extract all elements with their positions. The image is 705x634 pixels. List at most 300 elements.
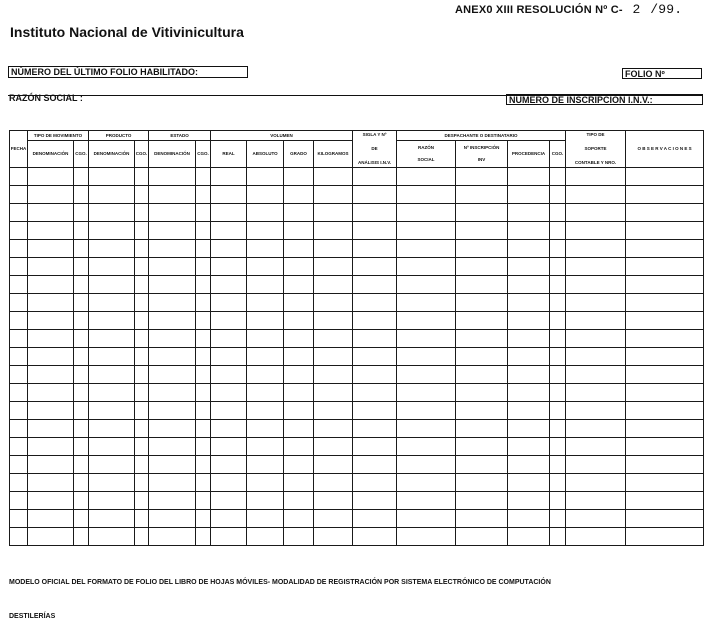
table-cell[interactable]	[284, 168, 314, 186]
table-cell[interactable]	[211, 366, 247, 384]
table-cell[interactable]	[89, 402, 135, 420]
table-cell[interactable]	[566, 330, 626, 348]
table-cell[interactable]	[508, 240, 550, 258]
table-cell[interactable]	[508, 222, 550, 240]
table-cell[interactable]	[550, 186, 566, 204]
table-cell[interactable]	[314, 348, 353, 366]
table-cell[interactable]	[508, 294, 550, 312]
table-cell[interactable]	[89, 330, 135, 348]
table-cell[interactable]	[353, 222, 397, 240]
table-cell[interactable]	[149, 510, 196, 528]
table-cell[interactable]	[135, 456, 149, 474]
table-cell[interactable]	[10, 528, 28, 546]
table-cell[interactable]	[10, 258, 28, 276]
table-cell[interactable]	[74, 168, 89, 186]
table-cell[interactable]	[28, 492, 74, 510]
table-cell[interactable]	[10, 438, 28, 456]
table-cell[interactable]	[397, 204, 456, 222]
table-cell[interactable]	[508, 474, 550, 492]
table-cell[interactable]	[10, 312, 28, 330]
table-cell[interactable]	[284, 348, 314, 366]
table-cell[interactable]	[353, 402, 397, 420]
table-cell[interactable]	[149, 366, 196, 384]
table-cell[interactable]	[626, 258, 704, 276]
table-cell[interactable]	[550, 402, 566, 420]
table-cell[interactable]	[550, 528, 566, 546]
table-cell[interactable]	[626, 312, 704, 330]
table-cell[interactable]	[196, 510, 211, 528]
table-cell[interactable]	[196, 402, 211, 420]
table-cell[interactable]	[196, 258, 211, 276]
table-cell[interactable]	[196, 294, 211, 312]
inscripcion-inv-field[interactable]	[506, 94, 703, 105]
table-cell[interactable]	[353, 492, 397, 510]
table-cell[interactable]	[10, 366, 28, 384]
table-cell[interactable]	[247, 438, 284, 456]
table-cell[interactable]	[550, 258, 566, 276]
table-cell[interactable]	[626, 384, 704, 402]
table-cell[interactable]	[397, 492, 456, 510]
table-cell[interactable]	[28, 528, 74, 546]
table-cell[interactable]	[353, 168, 397, 186]
table-cell[interactable]	[28, 348, 74, 366]
table-cell[interactable]	[247, 528, 284, 546]
table-cell[interactable]	[550, 312, 566, 330]
table-cell[interactable]	[74, 222, 89, 240]
table-cell[interactable]	[196, 312, 211, 330]
table-cell[interactable]	[284, 492, 314, 510]
table-cell[interactable]	[211, 510, 247, 528]
table-cell[interactable]	[550, 348, 566, 366]
table-cell[interactable]	[508, 492, 550, 510]
table-cell[interactable]	[28, 456, 74, 474]
table-cell[interactable]	[397, 384, 456, 402]
table-cell[interactable]	[508, 456, 550, 474]
table-cell[interactable]	[74, 276, 89, 294]
table-cell[interactable]	[135, 258, 149, 276]
table-cell[interactable]	[566, 222, 626, 240]
table-cell[interactable]	[626, 276, 704, 294]
table-cell[interactable]	[28, 420, 74, 438]
table-cell[interactable]	[247, 366, 284, 384]
table-cell[interactable]	[456, 186, 508, 204]
table-cell[interactable]	[10, 222, 28, 240]
table-cell[interactable]	[284, 258, 314, 276]
table-cell[interactable]	[314, 510, 353, 528]
table-cell[interactable]	[397, 258, 456, 276]
table-cell[interactable]	[397, 402, 456, 420]
table-cell[interactable]	[135, 528, 149, 546]
table-cell[interactable]	[196, 492, 211, 510]
table-cell[interactable]	[149, 258, 196, 276]
table-cell[interactable]	[508, 204, 550, 222]
table-cell[interactable]	[135, 294, 149, 312]
table-cell[interactable]	[196, 186, 211, 204]
table-cell[interactable]	[28, 168, 74, 186]
table-cell[interactable]	[10, 420, 28, 438]
table-cell[interactable]	[550, 492, 566, 510]
table-cell[interactable]	[74, 240, 89, 258]
table-cell[interactable]	[149, 312, 196, 330]
table-cell[interactable]	[211, 258, 247, 276]
table-cell[interactable]	[135, 168, 149, 186]
table-cell[interactable]	[284, 474, 314, 492]
table-cell[interactable]	[566, 348, 626, 366]
table-cell[interactable]	[74, 402, 89, 420]
table-cell[interactable]	[247, 276, 284, 294]
table-cell[interactable]	[397, 186, 456, 204]
table-cell[interactable]	[89, 348, 135, 366]
table-cell[interactable]	[397, 222, 456, 240]
table-cell[interactable]	[211, 528, 247, 546]
table-cell[interactable]	[196, 528, 211, 546]
table-cell[interactable]	[626, 348, 704, 366]
table-cell[interactable]	[10, 168, 28, 186]
table-cell[interactable]	[149, 402, 196, 420]
table-cell[interactable]	[211, 240, 247, 258]
table-cell[interactable]	[211, 168, 247, 186]
table-cell[interactable]	[89, 438, 135, 456]
table-cell[interactable]	[456, 528, 508, 546]
table-cell[interactable]	[89, 492, 135, 510]
table-cell[interactable]	[149, 456, 196, 474]
table-cell[interactable]	[247, 312, 284, 330]
table-cell[interactable]	[28, 384, 74, 402]
table-cell[interactable]	[284, 204, 314, 222]
table-cell[interactable]	[550, 474, 566, 492]
table-cell[interactable]	[247, 240, 284, 258]
table-cell[interactable]	[314, 474, 353, 492]
table-cell[interactable]	[314, 438, 353, 456]
table-cell[interactable]	[314, 258, 353, 276]
table-cell[interactable]	[550, 240, 566, 258]
table-cell[interactable]	[456, 384, 508, 402]
table-cell[interactable]	[135, 384, 149, 402]
table-cell[interactable]	[135, 510, 149, 528]
table-cell[interactable]	[74, 492, 89, 510]
table-cell[interactable]	[10, 294, 28, 312]
table-cell[interactable]	[247, 510, 284, 528]
table-cell[interactable]	[211, 474, 247, 492]
table-cell[interactable]	[149, 384, 196, 402]
table-cell[interactable]	[566, 384, 626, 402]
table-cell[interactable]	[566, 168, 626, 186]
table-cell[interactable]	[284, 186, 314, 204]
table-cell[interactable]	[247, 294, 284, 312]
table-cell[interactable]	[550, 456, 566, 474]
table-cell[interactable]	[456, 474, 508, 492]
table-cell[interactable]	[456, 330, 508, 348]
table-cell[interactable]	[456, 168, 508, 186]
table-cell[interactable]	[397, 240, 456, 258]
table-cell[interactable]	[566, 474, 626, 492]
table-cell[interactable]	[247, 384, 284, 402]
table-cell[interactable]	[397, 474, 456, 492]
table-cell[interactable]	[211, 330, 247, 348]
table-cell[interactable]	[284, 510, 314, 528]
table-cell[interactable]	[508, 528, 550, 546]
table-cell[interactable]	[135, 186, 149, 204]
table-cell[interactable]	[456, 510, 508, 528]
table-cell[interactable]	[456, 276, 508, 294]
table-cell[interactable]	[89, 312, 135, 330]
table-cell[interactable]	[211, 438, 247, 456]
table-cell[interactable]	[247, 258, 284, 276]
table-cell[interactable]	[247, 204, 284, 222]
table-cell[interactable]	[397, 276, 456, 294]
table-cell[interactable]	[353, 294, 397, 312]
table-cell[interactable]	[626, 186, 704, 204]
table-cell[interactable]	[314, 168, 353, 186]
table-cell[interactable]	[626, 402, 704, 420]
table-cell[interactable]	[284, 528, 314, 546]
table-cell[interactable]	[550, 384, 566, 402]
table-cell[interactable]	[314, 366, 353, 384]
table-cell[interactable]	[566, 294, 626, 312]
table-cell[interactable]	[397, 294, 456, 312]
table-cell[interactable]	[211, 456, 247, 474]
table-cell[interactable]	[626, 510, 704, 528]
table-cell[interactable]	[626, 330, 704, 348]
table-cell[interactable]	[626, 222, 704, 240]
table-cell[interactable]	[566, 240, 626, 258]
table-cell[interactable]	[353, 276, 397, 294]
table-cell[interactable]	[284, 312, 314, 330]
table-cell[interactable]	[456, 348, 508, 366]
table-cell[interactable]	[211, 492, 247, 510]
table-cell[interactable]	[353, 366, 397, 384]
table-cell[interactable]	[550, 294, 566, 312]
table-cell[interactable]	[149, 186, 196, 204]
table-cell[interactable]	[397, 330, 456, 348]
table-cell[interactable]	[508, 402, 550, 420]
table-cell[interactable]	[353, 384, 397, 402]
table-cell[interactable]	[397, 420, 456, 438]
table-cell[interactable]	[28, 438, 74, 456]
table-cell[interactable]	[10, 492, 28, 510]
table-cell[interactable]	[10, 456, 28, 474]
table-cell[interactable]	[149, 348, 196, 366]
table-cell[interactable]	[10, 186, 28, 204]
table-cell[interactable]	[566, 438, 626, 456]
table-cell[interactable]	[135, 474, 149, 492]
table-cell[interactable]	[28, 294, 74, 312]
table-cell[interactable]	[508, 420, 550, 438]
table-cell[interactable]	[135, 312, 149, 330]
table-cell[interactable]	[211, 420, 247, 438]
table-cell[interactable]	[314, 402, 353, 420]
table-cell[interactable]	[74, 204, 89, 222]
table-cell[interactable]	[74, 474, 89, 492]
table-cell[interactable]	[89, 294, 135, 312]
table-cell[interactable]	[28, 330, 74, 348]
table-cell[interactable]	[550, 366, 566, 384]
table-cell[interactable]	[284, 402, 314, 420]
table-cell[interactable]	[353, 312, 397, 330]
table-cell[interactable]	[284, 222, 314, 240]
table-cell[interactable]	[149, 204, 196, 222]
table-cell[interactable]	[456, 366, 508, 384]
table-cell[interactable]	[149, 528, 196, 546]
table-cell[interactable]	[135, 276, 149, 294]
table-cell[interactable]	[550, 276, 566, 294]
table-cell[interactable]	[74, 312, 89, 330]
table-cell[interactable]	[247, 186, 284, 204]
table-cell[interactable]	[456, 420, 508, 438]
table-cell[interactable]	[211, 312, 247, 330]
table-cell[interactable]	[314, 330, 353, 348]
table-cell[interactable]	[74, 186, 89, 204]
table-cell[interactable]	[353, 510, 397, 528]
table-cell[interactable]	[626, 492, 704, 510]
table-cell[interactable]	[550, 168, 566, 186]
table-cell[interactable]	[456, 438, 508, 456]
table-cell[interactable]	[626, 438, 704, 456]
table-cell[interactable]	[247, 402, 284, 420]
table-cell[interactable]	[314, 492, 353, 510]
table-cell[interactable]	[28, 402, 74, 420]
table-cell[interactable]	[196, 204, 211, 222]
table-cell[interactable]	[353, 240, 397, 258]
table-cell[interactable]	[456, 492, 508, 510]
table-cell[interactable]	[508, 258, 550, 276]
table-cell[interactable]	[566, 186, 626, 204]
table-cell[interactable]	[211, 276, 247, 294]
table-cell[interactable]	[508, 438, 550, 456]
table-cell[interactable]	[89, 456, 135, 474]
table-cell[interactable]	[566, 366, 626, 384]
table-cell[interactable]	[566, 420, 626, 438]
table-cell[interactable]	[353, 330, 397, 348]
table-cell[interactable]	[247, 222, 284, 240]
table-cell[interactable]	[508, 168, 550, 186]
table-cell[interactable]	[284, 438, 314, 456]
table-cell[interactable]	[135, 330, 149, 348]
table-cell[interactable]	[135, 240, 149, 258]
table-cell[interactable]	[149, 276, 196, 294]
table-cell[interactable]	[353, 474, 397, 492]
table-cell[interactable]	[626, 474, 704, 492]
table-cell[interactable]	[89, 222, 135, 240]
table-cell[interactable]	[149, 222, 196, 240]
table-cell[interactable]	[314, 276, 353, 294]
table-cell[interactable]	[284, 240, 314, 258]
table-cell[interactable]	[456, 312, 508, 330]
table-cell[interactable]	[149, 474, 196, 492]
table-cell[interactable]	[196, 456, 211, 474]
table-cell[interactable]	[314, 312, 353, 330]
table-cell[interactable]	[28, 240, 74, 258]
table-cell[interactable]	[626, 528, 704, 546]
table-cell[interactable]	[397, 438, 456, 456]
table-cell[interactable]	[566, 276, 626, 294]
table-cell[interactable]	[397, 366, 456, 384]
table-cell[interactable]	[456, 204, 508, 222]
table-cell[interactable]	[28, 276, 74, 294]
table-cell[interactable]	[314, 384, 353, 402]
table-cell[interactable]	[247, 474, 284, 492]
table-cell[interactable]	[626, 456, 704, 474]
table-cell[interactable]	[196, 330, 211, 348]
table-cell[interactable]	[626, 366, 704, 384]
table-cell[interactable]	[566, 402, 626, 420]
table-cell[interactable]	[508, 384, 550, 402]
table-cell[interactable]	[353, 258, 397, 276]
table-cell[interactable]	[149, 330, 196, 348]
table-cell[interactable]	[566, 528, 626, 546]
table-cell[interactable]	[211, 222, 247, 240]
table-cell[interactable]	[10, 384, 28, 402]
table-cell[interactable]	[508, 366, 550, 384]
table-cell[interactable]	[353, 348, 397, 366]
table-cell[interactable]	[508, 312, 550, 330]
table-cell[interactable]	[353, 204, 397, 222]
table-cell[interactable]	[247, 348, 284, 366]
table-cell[interactable]	[626, 168, 704, 186]
table-cell[interactable]	[74, 510, 89, 528]
table-cell[interactable]	[10, 348, 28, 366]
table-cell[interactable]	[28, 204, 74, 222]
table-cell[interactable]	[284, 456, 314, 474]
table-cell[interactable]	[211, 204, 247, 222]
table-cell[interactable]	[314, 240, 353, 258]
table-cell[interactable]	[89, 204, 135, 222]
table-cell[interactable]	[626, 204, 704, 222]
table-cell[interactable]	[566, 204, 626, 222]
table-cell[interactable]	[456, 258, 508, 276]
table-cell[interactable]	[397, 510, 456, 528]
table-cell[interactable]	[74, 438, 89, 456]
table-cell[interactable]	[314, 420, 353, 438]
table-cell[interactable]	[135, 438, 149, 456]
table-cell[interactable]	[89, 384, 135, 402]
table-cell[interactable]	[397, 312, 456, 330]
table-cell[interactable]	[196, 474, 211, 492]
table-cell[interactable]	[196, 438, 211, 456]
table-cell[interactable]	[135, 366, 149, 384]
table-cell[interactable]	[28, 474, 74, 492]
table-cell[interactable]	[89, 366, 135, 384]
table-cell[interactable]	[508, 186, 550, 204]
table-cell[interactable]	[89, 186, 135, 204]
table-cell[interactable]	[10, 510, 28, 528]
table-cell[interactable]	[149, 492, 196, 510]
table-cell[interactable]	[196, 366, 211, 384]
table-cell[interactable]	[28, 258, 74, 276]
table-cell[interactable]	[211, 384, 247, 402]
table-cell[interactable]	[149, 420, 196, 438]
table-cell[interactable]	[353, 186, 397, 204]
table-cell[interactable]	[135, 204, 149, 222]
table-cell[interactable]	[456, 402, 508, 420]
table-cell[interactable]	[353, 438, 397, 456]
table-cell[interactable]	[550, 510, 566, 528]
table-cell[interactable]	[626, 240, 704, 258]
table-cell[interactable]	[89, 276, 135, 294]
table-cell[interactable]	[626, 294, 704, 312]
table-cell[interactable]	[28, 312, 74, 330]
table-cell[interactable]	[284, 420, 314, 438]
table-cell[interactable]	[353, 528, 397, 546]
table-cell[interactable]	[196, 222, 211, 240]
table-cell[interactable]	[10, 474, 28, 492]
table-cell[interactable]	[456, 294, 508, 312]
table-cell[interactable]	[135, 492, 149, 510]
table-cell[interactable]	[74, 528, 89, 546]
table-cell[interactable]	[550, 420, 566, 438]
table-cell[interactable]	[149, 294, 196, 312]
table-cell[interactable]	[196, 276, 211, 294]
